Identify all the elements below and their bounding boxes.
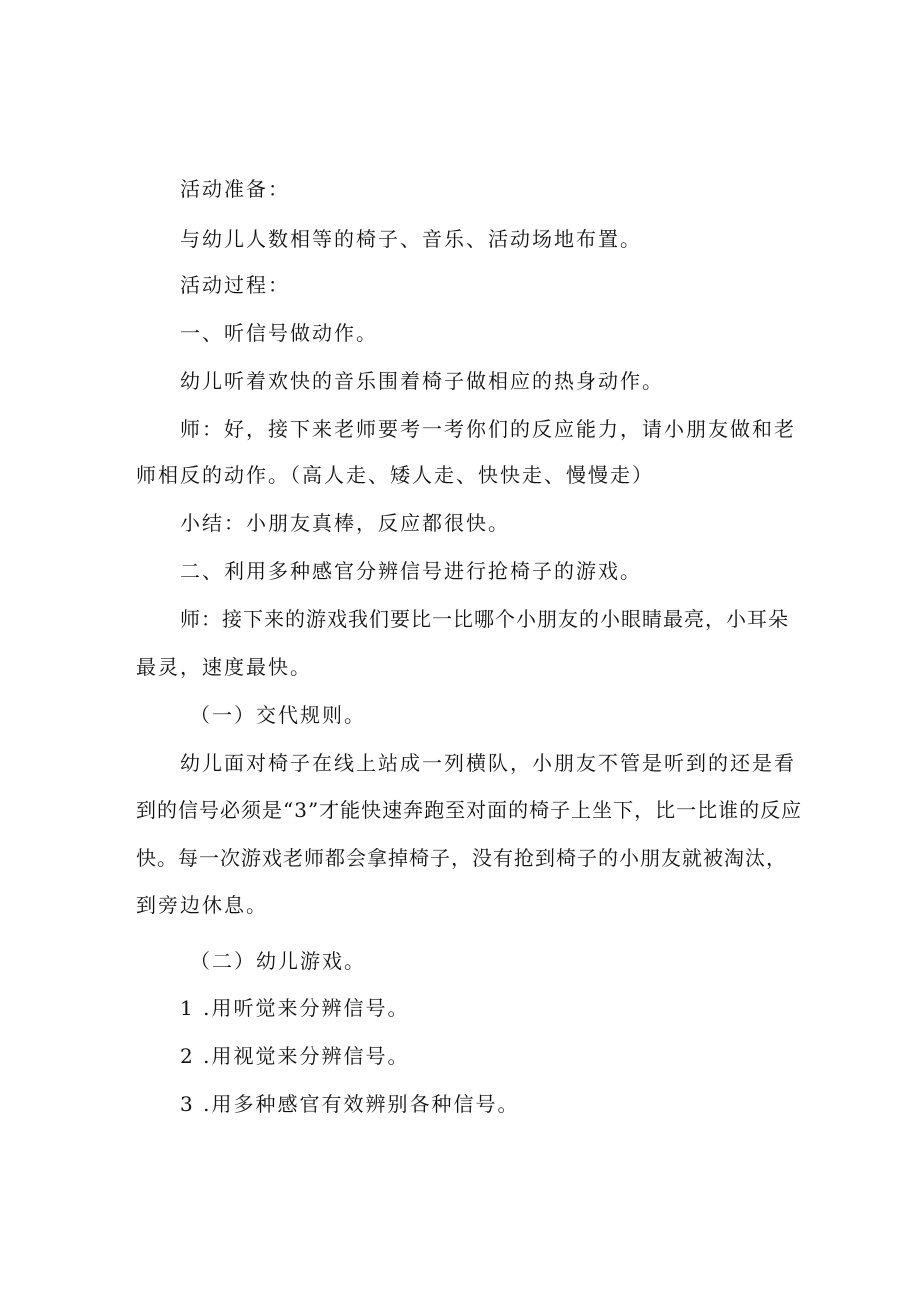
list-item-1: 1 .用听觉来分辨信号。	[180, 996, 410, 1020]
subheading-game: （二）幼儿游戏。	[190, 949, 366, 973]
paragraph-teacher-2-line-1: 师：接下来的游戏我们要比一比哪个小朋友的小眼睛最亮，小耳朵	[180, 607, 789, 631]
paragraph-rules-line-3: 快。每一次游戏老师都会拿掉椅子，没有抢到椅子的小朋友就被淘汰，	[136, 846, 787, 870]
paragraph-summary: 小结：小朋友真棒，反应都很快。	[180, 511, 510, 535]
step-heading-1: 一、听信号做动作。	[180, 321, 378, 345]
subheading-rules: （一）交代规则。	[190, 703, 366, 727]
paragraph-rules-line-4: 到旁边休息。	[136, 893, 268, 917]
paragraph-teacher-2-line-2: 最灵，速度最快。	[136, 655, 312, 679]
paragraph-rules-line-1: 幼儿面对椅子在线上站成一列横队，小朋友不管是听到的还是看	[180, 751, 796, 775]
paragraph-rules-line-2: 到的信号必须是“3”才能快速奔跑至对面的椅子上坐下，比一比谁的反应	[136, 798, 803, 822]
paragraph-teacher-1-line-1: 师：好，接下来老师要考一考你们的反应能力，请小朋友做和老	[180, 417, 796, 441]
list-item-3: 3 .用多种感官有效辨别各种信号。	[180, 1092, 520, 1116]
section-heading-process: 活动过程：	[180, 273, 290, 297]
step-heading-2: 二、利用多种感官分辨信号进行抢椅子的游戏。	[180, 559, 642, 583]
paragraph-warmup: 幼儿听着欢快的音乐围着椅子做相应的热身动作。	[180, 369, 664, 393]
paragraph-teacher-1-line-2: 师相反的动作。（高人走、矮人走、快快走、慢慢走）	[136, 463, 654, 487]
section-heading-preparation: 活动准备：	[180, 177, 290, 201]
list-item-2: 2 .用视觉来分辨信号。	[180, 1044, 410, 1068]
paragraph-preparation-items: 与幼儿人数相等的椅子、音乐、活动场地布置。	[180, 227, 642, 251]
